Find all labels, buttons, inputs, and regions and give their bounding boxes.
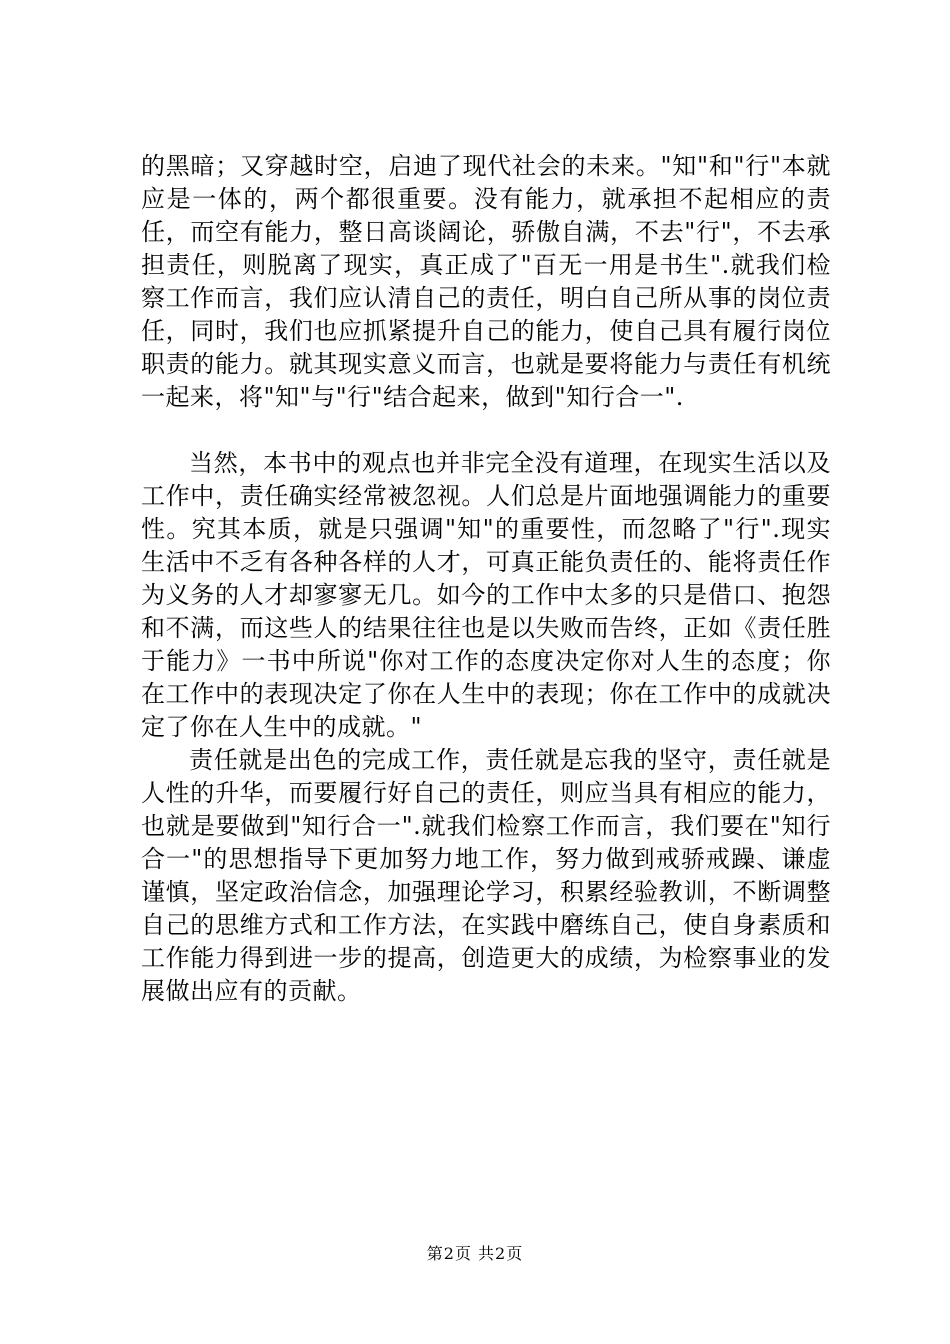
paragraph-continuation: 的黑暗；又穿越时空，启迪了现代社会的未来。"知"和"行"本就应是一体的，两个都很重要。没有能力，就承担不起相应的责任，而空有能力，整日高谈阔论，骄傲自满，不去"行"，不去承担责任，则脱离了现实，真正成了"百无一用是书生".就我们检察工作而言，我们应认清自己的责任，明白自己所从事的岗位责任，同时，我们也应抓紧提升自己的能力，使自己具有履行岗位职责的能力。就其现实意义而言，也就是要将能力与责任有机统一起来，将"知"与"行"结合起来，做到"知行合一".	[141, 152, 831, 411]
paragraph-responsibility-neglected: 当然，本书中的观点也并非完全没有道理，在现实生活以及工作中，责任确实经常被忽视。人们总是片面地强调能力的重要性。究其本质，就是只强调"知"的重要性，而忽略了"行".现实生活中不乏有各种各样的人才，可真正能负责任的、能将责任作为义务的人才却寥寥无几。如今的工作中太多的只是借口、抱怨和不满，而这些人的结果往往也是以失败而告终，正如《责任胜于能力》一书中所说"你对工作的态度决定你对人生的态度；你在工作中的表现决定了你在人生中的表现；你在工作中的成就决定了你在人生中的成就。"	[141, 449, 831, 741]
page-number-footer: 第2页 共2页	[426, 1244, 524, 1263]
document-body	[141, 150, 831, 1008]
paragraph-conclusion: 责任就是出色的完成工作，责任就是忘我的坚守，责任就是人性的升华，而要履行好自己的责任，则应当具有相应的能力，也就是要做到"知行合一".就我们检察工作而言，我们要在"知行合一"的思想指导下更加努力地工作，努力做到戒骄戒躁、谦虚谨慎，坚定政治信念，加强理论学习，积累经验教训，不断调整自己的思维方式和工作方法，在实践中磨练自己，使自身素质和工作能力得到进一步的提高，创造更大的成绩，为检察事业的发展做出应有的贡献。	[141, 746, 831, 1005]
